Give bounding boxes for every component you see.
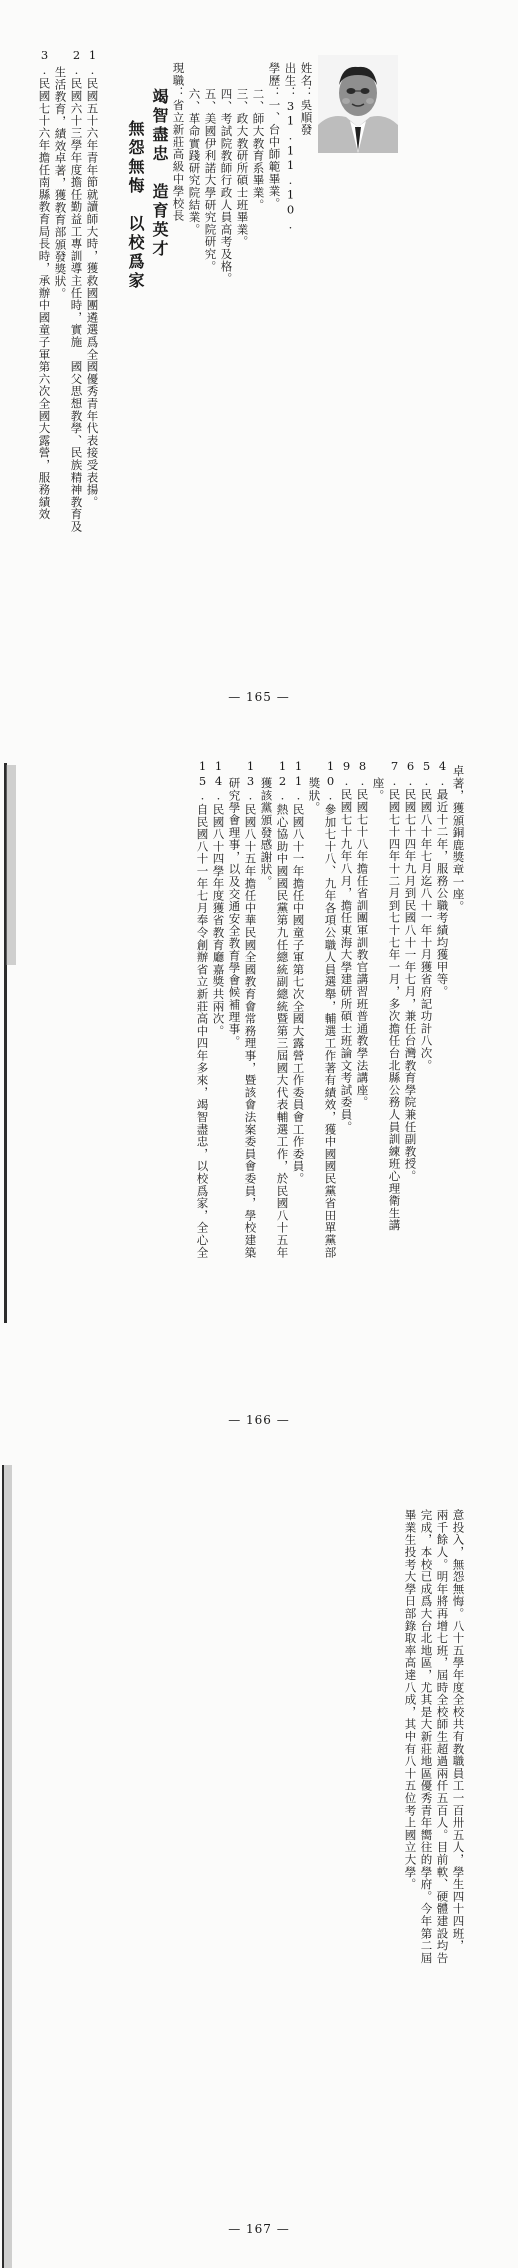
line-166-1: 卓著，獲頒銅鹿獎章一座。 bbox=[451, 765, 466, 913]
item-3: 3.民國七十六年擔任南縣教育局長時，承辦中國童子軍第六次全國大露營，服務績效 bbox=[37, 48, 52, 521]
line-166-5: 7.民國七十四年十二月到七十七年一月，多次擔任台北縣公務人員訓練班心理衛生講 bbox=[387, 759, 402, 1232]
line-166-6: 座。 bbox=[371, 777, 386, 802]
slogan-line-1: 竭智盡忠 造育英才 bbox=[150, 88, 169, 259]
header-line-education-5: 五、美國伊利諾大學研究院研究。 bbox=[203, 88, 218, 273]
header-line-birth: 出生：31.11.10. bbox=[283, 62, 298, 233]
line-166-13: 獲該黨頒發感謝狀。 bbox=[259, 777, 274, 888]
item-2-cont: 生活教育，績效卓著，獲教育部頒發獎狀。 bbox=[53, 66, 68, 300]
scan-shadow bbox=[6, 765, 16, 965]
line-166-7: 8.民國七十八年擔任省訓團軍訓教官講習班普通教學法講座。 bbox=[355, 759, 370, 1109]
line-166-3: 5.民國八十年七月迄八十一年十月獲省府記功計八次。 bbox=[419, 759, 434, 1072]
page-number-166: — 166 — bbox=[228, 1413, 290, 1427]
page-166 bbox=[0, 735, 518, 1465]
line-166-17: 15.自民國八十一年七月奉令創辦省立新莊高中四年多來，竭智盡忠，以校爲家，全心全 bbox=[195, 759, 210, 1259]
header-line-education-3: 三、政大教研所碩士班畢業。 bbox=[235, 88, 250, 248]
header-line-education: 學歷：一、台中師範畢業。 bbox=[267, 62, 282, 210]
line-166-16: 14.民國八十四學年度獲省教育廳嘉獎共兩次。 bbox=[211, 759, 226, 1038]
header-line-education-4: 四、考試院教師行政人員高考及格。 bbox=[219, 88, 234, 285]
line-166-10: 獎狀。 bbox=[307, 777, 322, 814]
header-line-education-2: 二、師大教育系畢業。 bbox=[251, 88, 266, 211]
item-2: 2.民國六十三學年度擔任勤益工專訓導主任時，實施 國父思想教學、民族精神教育及 bbox=[69, 48, 84, 533]
scan-shadow-167 bbox=[4, 1465, 12, 2268]
line-166-2: 4.最近十二年，服務公職考績均獲甲等。 bbox=[435, 759, 450, 998]
header-line-education-6: 六、革命實踐研究院結業。 bbox=[187, 88, 202, 236]
page-167 bbox=[0, 1465, 518, 2268]
slogan-line-2: 無怨無悔 以校爲家 bbox=[126, 120, 145, 291]
portrait-photo bbox=[318, 55, 398, 153]
line-166-4: 6.民國七十四年九月到民國八十一年七月，兼任台灣教育學院兼任副教授。 bbox=[403, 759, 418, 1183]
header-line-position: 現職：省立新莊高級中學校長 bbox=[171, 62, 186, 222]
page-number-167: — 167 — bbox=[228, 2222, 290, 2236]
line-166-12: 12.熱心協助中國國民黨第九任總統副總統暨第三屆國大代表輔選工作，於民國八十五年 bbox=[275, 759, 290, 1259]
page-number-165: — 165 — bbox=[228, 690, 290, 704]
line-167-2: 兩千餘人。明年將再增七班，屆時全校師生超過兩仟五百人。目前軟、硬體建設均告 bbox=[435, 1509, 450, 1965]
page-165 bbox=[0, 0, 518, 735]
line-167-4: 畢業生投考大學日部錄取率高達八成，其中有八十五位考上國立大學。 bbox=[403, 1509, 418, 1891]
line-166-14: 13.民國八十五年擔任中華民國全國教育會常務理事，暨該會法案委員會委員，學校建築 bbox=[243, 759, 258, 1259]
line-166-15: 研究學會理事，以及交通安全教育學會候補理事。 bbox=[227, 777, 242, 1048]
portrait-illustration bbox=[318, 55, 398, 153]
header-line-name: 姓名：吳順發 bbox=[299, 62, 314, 136]
line-167-3: 完成，本校已成爲大台北地區，尤其是大新莊地區優秀青年嚮往的學府。今年第二屆 bbox=[419, 1509, 434, 1965]
line-166-9: 10.參加七十八、九年各項公職人員選舉，輔選工作著有績效，獲中國國民黨省田單黨部 bbox=[323, 759, 338, 1259]
line-167-1: 意投入，無怨無悔。八十五學年度全校共有教職員工一百卅五人，學生四十四班， bbox=[451, 1509, 466, 1952]
line-166-8: 9.民國七十九年八月，擔任東海大學建研所碩士班論文考試委員。 bbox=[339, 759, 354, 1133]
item-1: 1.民國五十六年青年節就讀師大時，獲救國團遴選爲全國優秀青年代表接受表揚。 bbox=[85, 48, 100, 509]
line-166-11: 11.民國八十一年擔任中國童子軍第七次全國大露營工作委員會工作委員。 bbox=[291, 759, 306, 1185]
